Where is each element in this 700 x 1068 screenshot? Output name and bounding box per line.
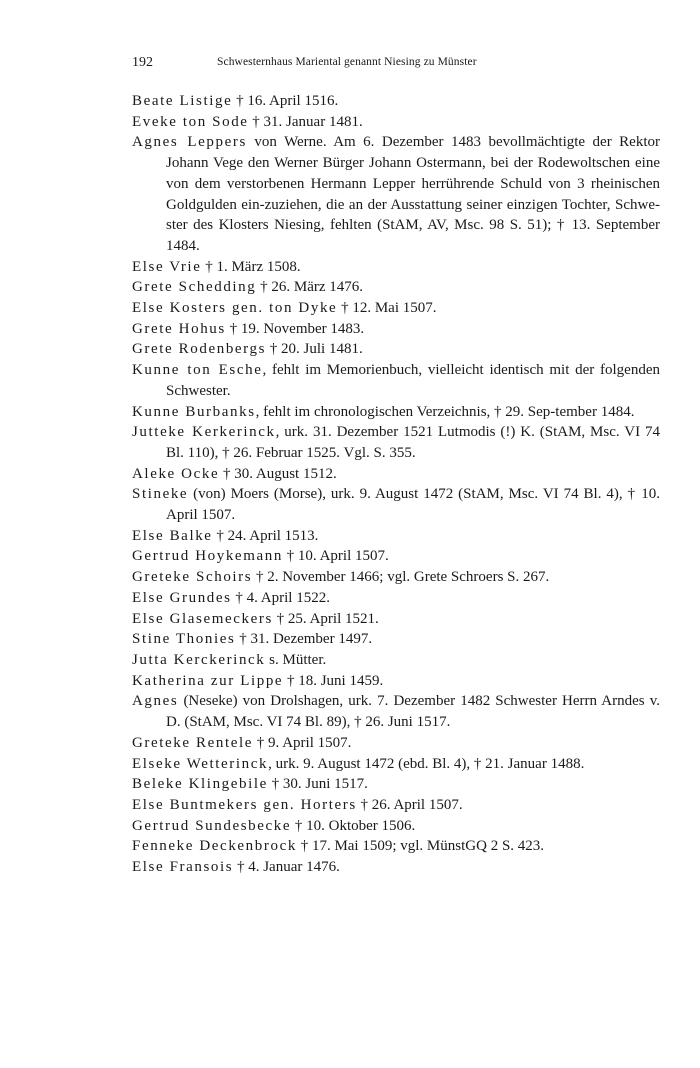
entry-text: (von) Moers (Morse), urk. 9. August 1472 (StAM, Msc. VI 74 Bl. 4), † 10. April 1507. — [166, 486, 661, 524]
list-item — [132, 277, 660, 298]
entry-text: † 20. Juli 1481. — [269, 341, 363, 358]
list-item — [132, 816, 660, 837]
list-item — [132, 650, 660, 671]
entry-name: Fenneke Deckenbrock — [132, 838, 297, 855]
entry-text: † 31. Dezember 1497. — [239, 631, 373, 648]
entry-text: † 25. April 1521. — [276, 610, 379, 627]
entry-text: † 30. August 1512. — [222, 465, 337, 482]
entry-text: † 19. November 1483. — [229, 320, 365, 337]
entry-name: Else Buntmekers gen. Horters — [132, 796, 357, 813]
entry-text: † 16. April 1516. — [236, 93, 339, 109]
entry-text: † 9. April 1507. — [256, 734, 352, 751]
entry-text: † 10. April 1507. — [286, 548, 389, 565]
entry-name: Elseke Wetterinck — [132, 755, 269, 772]
entry-name: Katherina zur Lippe — [132, 672, 284, 689]
entry-name: Beleke Klingebile — [132, 776, 268, 793]
list-item — [132, 836, 660, 857]
entry-text: † 17. Mai 1509; vgl. MünstGQ 2 S. 423. — [300, 838, 545, 855]
entry-text: von Werne. Am 6. Dezember 1483 bevollmächtigte der Rektor Johann Vege den Werner Bürger Johann Ostermann, bei der Rodewoltschen eine von dem verstorbenen Hermann Lepper herrührende Schuld von 3 rheinischen Goldgulden ein-zuziehen, die an der Ausstattung seiner einzigen Tochter, Schwe-ster des Klosters Niesing, fehlten (StAM, AV, Msc. 98 S. 51); † 13. September 1484. — [166, 134, 660, 254]
entry-text: † 24. April 1513. — [216, 527, 319, 544]
entry-text: † 4. April 1522. — [235, 589, 330, 606]
entry-name: Stine Thonies — [132, 631, 236, 648]
list-item — [132, 422, 660, 463]
list-item — [132, 774, 660, 795]
entry-name: Eveke ton Sode — [132, 113, 249, 130]
entry-text: † 4. Januar 1476. — [236, 859, 340, 876]
entry-text: † 30. Juni 1517. — [271, 776, 368, 793]
entry-text: † 26. März 1476. — [260, 279, 364, 296]
list-item — [132, 671, 660, 692]
list-item — [132, 298, 660, 319]
entry-name: Else Fransois — [132, 859, 234, 876]
list-item — [132, 754, 660, 775]
list-item — [132, 733, 660, 754]
list-item — [132, 319, 660, 340]
entry-text: † 31. Januar 1481. — [252, 113, 363, 130]
list-item — [132, 484, 660, 525]
entry-name: Jutteke Kerkerinck — [132, 424, 276, 441]
list-item — [132, 360, 660, 401]
list-item — [132, 795, 660, 816]
list-item — [132, 629, 660, 650]
entry-text: † 18. Juni 1459. — [286, 672, 384, 689]
list-item — [132, 402, 660, 423]
entry-name: Grete Rodenbergs — [132, 341, 267, 358]
entry-text: , fehlt im Memorienbuch, vielleicht identisch mit der folgenden Schwester. — [166, 362, 660, 399]
entry-name: Aleke Ocke — [132, 465, 220, 482]
entry-name: Stineke — [132, 486, 189, 503]
entry-name: Else Grundes — [132, 589, 232, 606]
entry-name: Beate Listige — [132, 93, 233, 109]
list-item — [132, 132, 660, 256]
entry-text: , fehlt im chronologischen Verzeichnis, † 29. Sep-tember 1484. — [255, 403, 635, 420]
list-item — [132, 588, 660, 609]
list-item — [132, 546, 660, 567]
entry-name: Else Vrie — [132, 258, 202, 275]
entry-name: Agnes — [132, 693, 179, 710]
list-item — [132, 567, 660, 588]
list-item — [132, 464, 660, 485]
entry-text: † 1. März 1508. — [205, 258, 301, 275]
list-item — [132, 91, 660, 112]
entry-name: Kunne ton Esche — [132, 362, 263, 379]
entry-text: † 12. Mai 1507. — [341, 300, 437, 317]
entry-text: † 26. April 1507. — [360, 796, 463, 813]
entry-name: Else Balke — [132, 527, 213, 544]
entry-text: , urk. 9. August 1472 (ebd. Bl. 4), † 21. Januar 1488. — [268, 755, 585, 772]
page-number: 192 — [132, 55, 153, 70]
entry-text: , urk. 31. Dezember 1521 Lutmodis (!) K. (StAM, Msc. VI 74 Bl. 110), † 26. Februar 1525. Vgl. S. 355. — [166, 424, 660, 461]
entry-name: Greteke Rentele — [132, 734, 254, 751]
entry-name: Gertrud Hoykemann — [132, 548, 283, 565]
entry-text: † 10. Oktober 1506. — [294, 817, 416, 834]
list-item — [132, 112, 660, 133]
entry-name: Else Glasemeckers — [132, 610, 273, 627]
entry-name: Grete Hohus — [132, 320, 226, 337]
entry-name: Jutta Kerckerinck — [132, 651, 266, 668]
entry-list — [132, 91, 660, 878]
entry-text: s. Mütter. — [269, 651, 327, 668]
entry-text: (Neseke) von Drolshagen, urk. 7. Dezember 1482 Schwester Herrn Arndes v. D. (StAM, Msc. VI 74 Bl. 89), † 26. Juni 1517. — [166, 693, 660, 731]
entry-name: Kunne Burbanks — [132, 403, 256, 420]
list-item — [132, 609, 660, 630]
entry-name: Greteke Schoirs — [132, 569, 253, 586]
entry-name: Grete Schedding — [132, 279, 257, 296]
entry-name: Else Kosters gen. ton Dyke — [132, 300, 338, 317]
list-item — [132, 257, 660, 278]
list-item — [132, 857, 660, 878]
running-title: Schwesternhaus Mariental genannt Niesing zu Münster — [217, 56, 477, 68]
list-item — [132, 339, 660, 360]
list-item — [132, 526, 660, 547]
entry-text: † 2. November 1466; vgl. Grete Schroers S. 267. — [255, 569, 550, 586]
entry-name: Gertrud Sundesbecke — [132, 817, 292, 834]
page-header — [132, 55, 660, 75]
list-item — [132, 691, 660, 732]
entry-name: Agnes Leppers — [132, 134, 247, 151]
